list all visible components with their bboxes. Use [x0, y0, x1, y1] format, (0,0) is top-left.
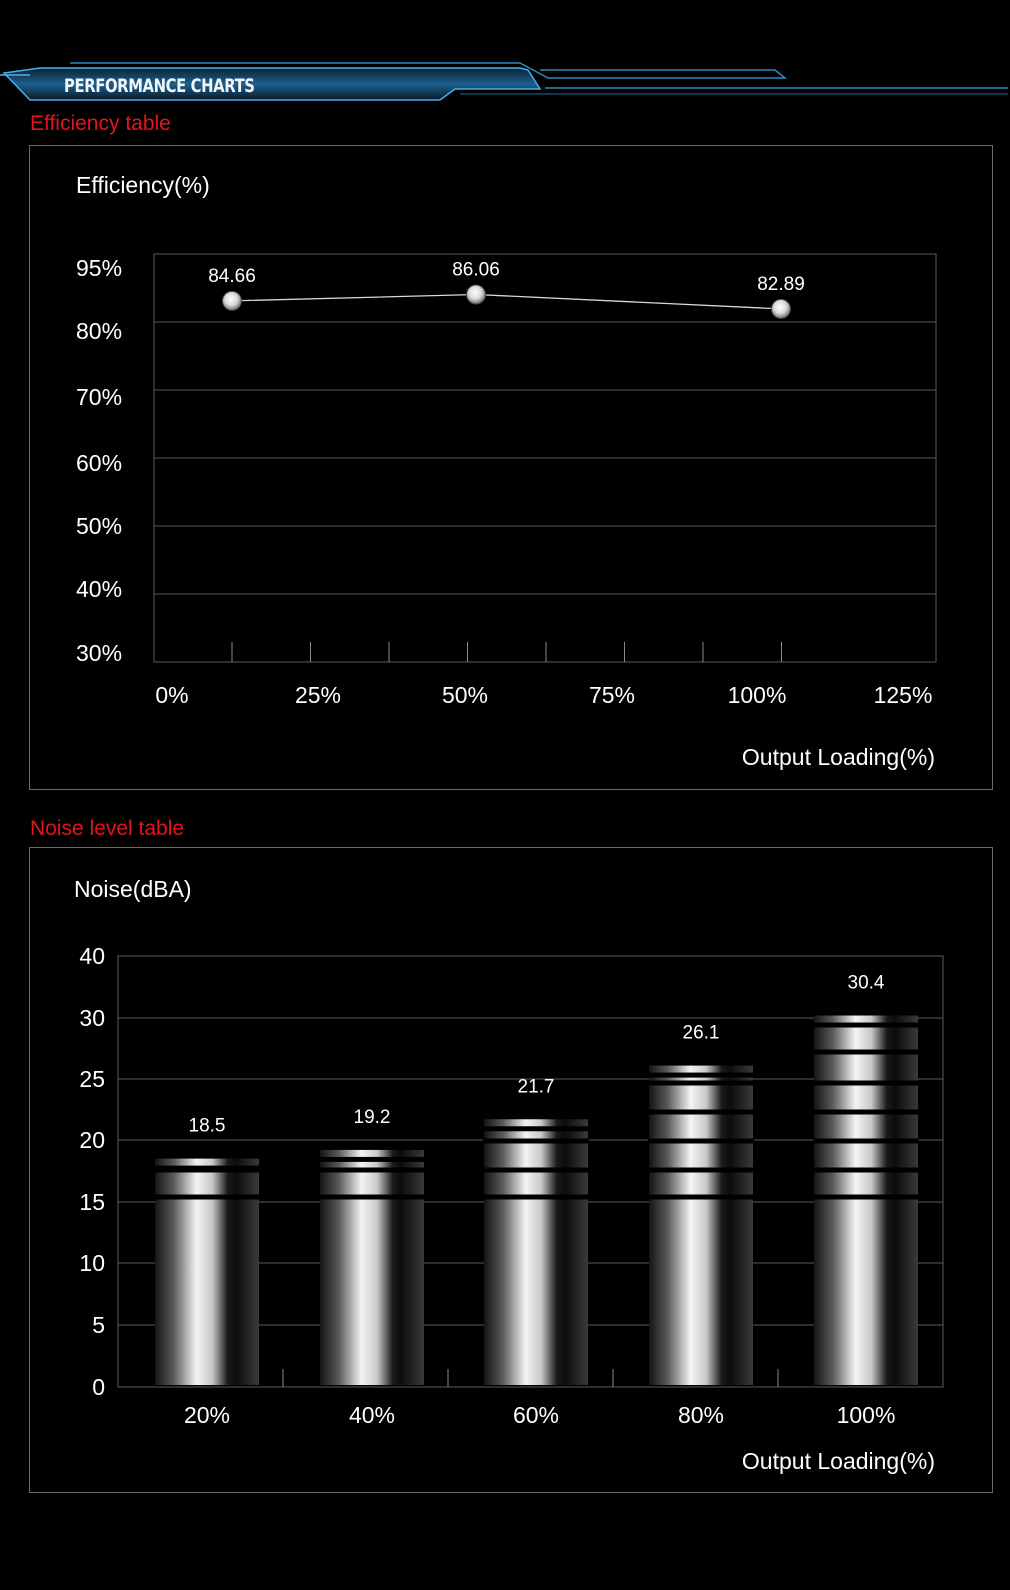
noise-bar-cut: [483, 1126, 589, 1131]
noise-bar-cut: [813, 1110, 919, 1115]
efficiency-x-tick-label: 0%: [155, 682, 189, 708]
noise-data-label: 26.1: [682, 1022, 720, 1044]
efficiency-y-axis-title: Efficiency(%): [76, 172, 210, 198]
noise-bar-cut: [648, 1195, 754, 1200]
noise-x-tick-label: 80%: [677, 1402, 725, 1428]
noise-bar-cut: [813, 1139, 919, 1144]
noise-x-tick-label: 40%: [348, 1402, 396, 1428]
efficiency-data-label: 84.66: [208, 265, 256, 287]
efficiency-x-tick-label: 100%: [727, 682, 787, 708]
noise-y-axis-title: Noise(dBA): [74, 876, 192, 902]
efficiency-y-tick-label: 80%: [76, 318, 123, 344]
noise-data-label: 21.7: [517, 1076, 555, 1098]
noise-bar: [483, 1119, 589, 1385]
noise-bar-cut: [648, 1073, 754, 1078]
page-title: PERFORMANCE CHARTS: [64, 75, 255, 97]
noise-bar-cut: [813, 1023, 919, 1028]
noise-x-tick-label: 20%: [183, 1402, 231, 1428]
noise-x-tick-label: 60%: [512, 1402, 560, 1428]
noise-bar-cut: [813, 1050, 919, 1055]
efficiency-y-tick-label: 95%: [76, 255, 123, 281]
noise-bar-body: [484, 1119, 588, 1385]
noise-y-tick-label: 25: [79, 1066, 105, 1092]
efficiency-y-tick-label: 30%: [76, 640, 123, 666]
noise-bar-cut: [483, 1139, 589, 1144]
noise-bar-cut: [648, 1081, 754, 1086]
noise-y-tick-label: 0: [92, 1374, 105, 1400]
noise-bar-body: [320, 1150, 424, 1385]
efficiency-x-tick-label: 25%: [294, 682, 342, 708]
noise-bar-cut: [648, 1168, 754, 1173]
efficiency-x-tick-label: 75%: [588, 682, 636, 708]
noise-y-tick-label: 20: [79, 1127, 105, 1153]
noise-bar-body: [155, 1159, 259, 1385]
noise-x-axis-title: Output Loading(%): [741, 1448, 935, 1474]
noise-bar-body: [814, 1016, 918, 1385]
efficiency-y-tick-label: 50%: [76, 513, 123, 539]
noise-bar-cut: [813, 1168, 919, 1173]
noise-bar-cut: [483, 1168, 589, 1173]
noise-bar-cut: [319, 1195, 425, 1200]
noise-bar-cut: [483, 1195, 589, 1200]
noise-bar-cut: [154, 1166, 260, 1171]
efficiency-x-tick-label: 50%: [441, 682, 489, 708]
noise-section-label: Noise level table: [30, 817, 185, 840]
efficiency-x-tick-label: 125%: [873, 682, 933, 708]
noise-bar-cut: [154, 1195, 260, 1200]
noise-bar: [319, 1150, 425, 1385]
noise-y-tick-label: 15: [79, 1189, 105, 1215]
noise-data-label: 18.5: [188, 1115, 226, 1137]
noise-data-label: 19.2: [353, 1106, 391, 1128]
noise-bar: [648, 1066, 754, 1385]
noise-y-tick-label: 10: [79, 1250, 105, 1276]
noise-bar-cut: [319, 1168, 425, 1173]
noise-y-tick-label: 5: [92, 1312, 105, 1338]
noise-bar-cut: [648, 1139, 754, 1144]
efficiency-x-axis-title: Output Loading(%): [741, 744, 935, 770]
noise-y-tick-label: 40: [79, 943, 105, 969]
noise-bar-cut: [648, 1110, 754, 1115]
efficiency-y-tick-label: 60%: [76, 450, 123, 476]
efficiency-data-label: 82.89: [757, 273, 805, 295]
noise-y-tick-label: 30: [79, 1005, 105, 1031]
noise-bar-cut: [813, 1081, 919, 1086]
efficiency-section-label: Efficiency table: [30, 112, 171, 135]
efficiency-y-tick-label: 40%: [76, 576, 123, 602]
efficiency-y-tick-label: 70%: [76, 384, 123, 410]
noise-bar: [154, 1159, 260, 1385]
noise-bar-cut: [813, 1195, 919, 1200]
efficiency-data-label: 86.06: [452, 259, 500, 281]
noise-bar-cut: [319, 1157, 425, 1162]
noise-data-label: 30.4: [847, 972, 885, 994]
noise-bar: [813, 1016, 919, 1385]
noise-x-tick-label: 100%: [836, 1402, 896, 1428]
